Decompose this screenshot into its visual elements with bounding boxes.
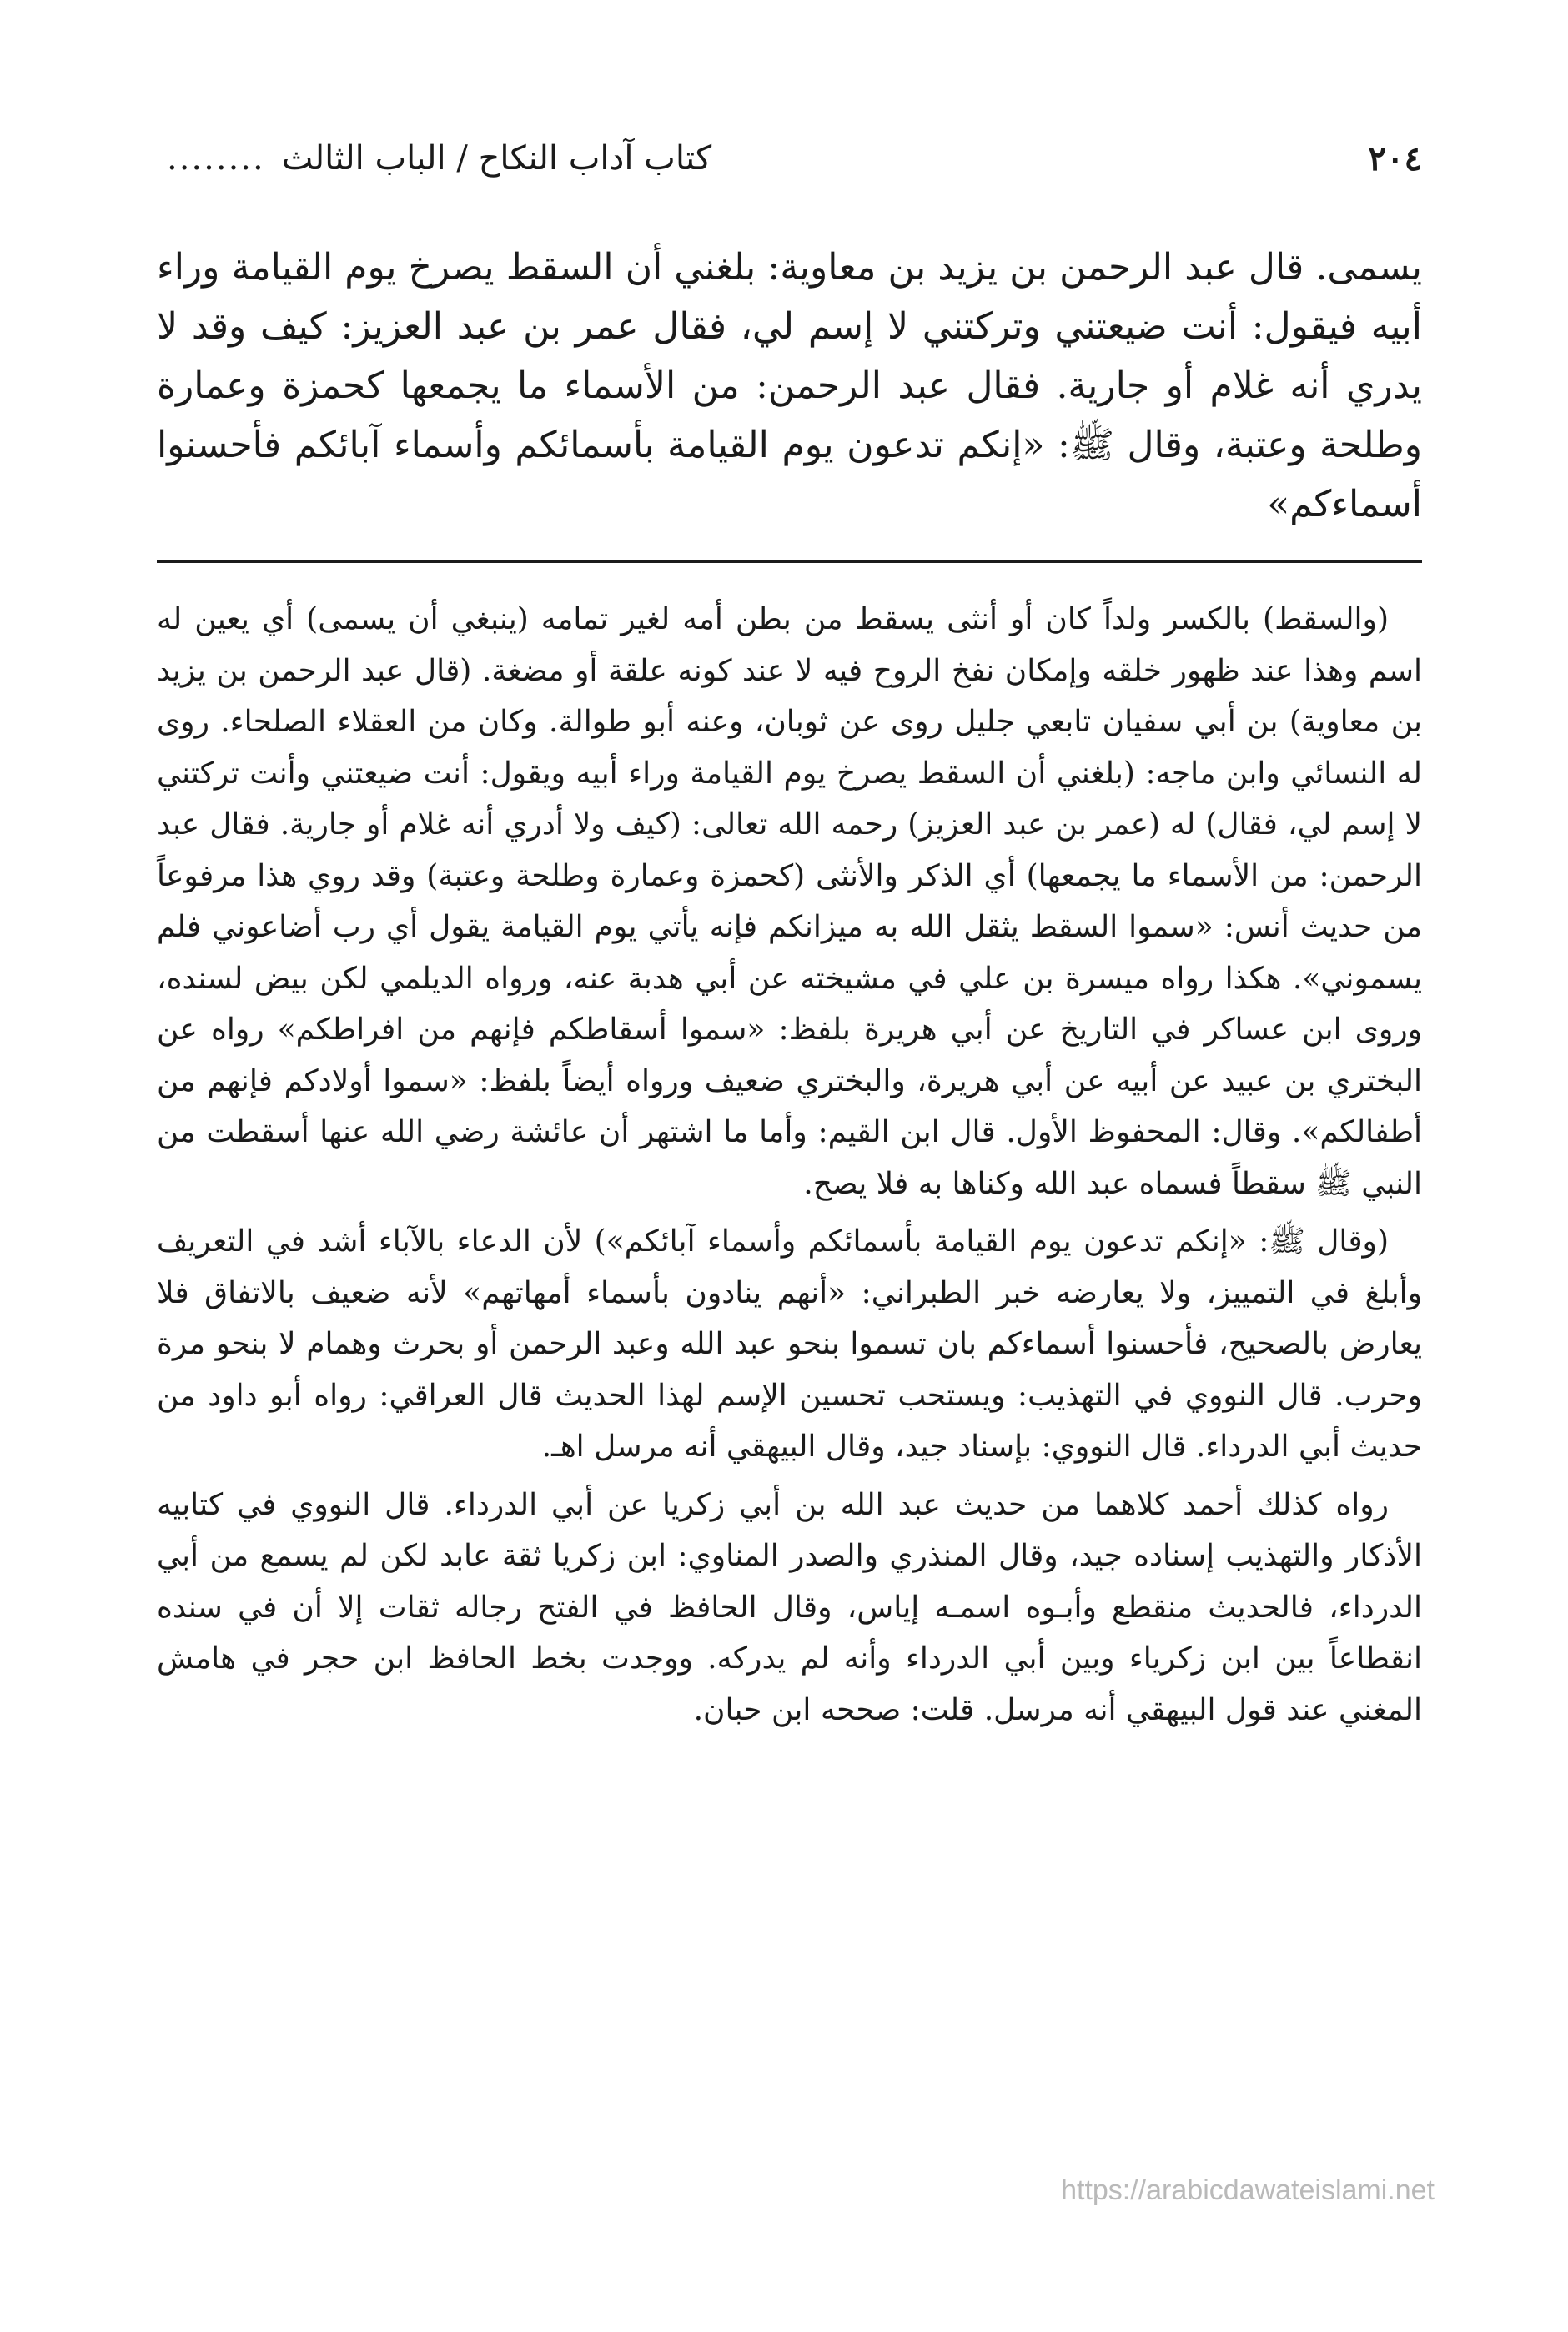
main-text-block <box>157 238 1422 534</box>
page-number: ٢٠٤ <box>1368 138 1422 178</box>
commentary-block <box>157 594 1422 1742</box>
running-title: كتاب آداب النكاح / الباب الثالث <box>281 139 712 178</box>
watermark-url: https://arabicdawateislami.net <box>1061 2174 1435 2206</box>
main-text-paragraph: يسمى. قال عبد الرحمن بن يزيد بن معاوية: بلغني أن السقط يصرخ يوم القيامة وراء أبيه فيقول: أنت ضيعتني وتركتني لا إسم لي، فقال عمر بن عبد العزيز: كيف وقد لا يدري أنه غلام أو جارية. فقال عبد الرحمن: من الأسماء ما يجمعها كحمزة وعمارة وطلحة وعتبة، وقال ﷺ: «إنكم تدعون يوم القيامة بأسمائكم وأسماء آبائكم فأحسنوا أسماءكم» <box>157 246 1422 525</box>
commentary-paragraph-2: (وقال ﷺ: «إنكم تدعون يوم القيامة بأسمائكم وأسماء آبائكم») لأن الدعاء بالآباء أشد في التعريف وأبلغ في التمييز، ولا يعارضه خبر الطبراني: «أنهم ينادون بأسماء أمهاتهم» لأنه ضعيف بالاتفاق فلا يعارض بالصحيح، فأحسنوا أسماءكم بان تسموا بنحو عبد الله وعبد الرحمن أو بحرث وهمام لا بنحو مرة وحرب. قال النووي في التهذيب: ويستحب تحسين الإسم لهذا الحديث قال العراقي: رواه أبو داود من حديث أبي الدرداء. قال النووي: بإسناد جيد، وقال البيهقي أنه مرسل اهـ. <box>157 1224 1422 1464</box>
page-header <box>167 125 1422 192</box>
commentary-paragraph-3: رواه كذلك أحمد كلاهما من حديث عبد الله بن أبي زكريا عن أبي الدرداء. قال النووي في كتابيه الأذكار والتهذيب إسناده جيد، وقال المنذري والصدر المناوي: ابن زكريا ثقة عابد لكن لم يسمع من أبي الدرداء، فالحديث منقطع وأبـوه اسمـه إياس، وقال الحافظ في الفتح رجاله ثقات إلا أن في سنده انقطاعاً بين ابن زكرياء وبين أبي الدرداء وأنه لم يدركه. ووجدت بخط الحافظ ابن حجر في هامش المغني عند قول البيهقي أنه مرسل. قلت: صححه ابن حبان. <box>157 1487 1422 1727</box>
commentary-paragraph-1: (والسقط) بالكسر ولداً كان أو أنثى يسقط من بطن أمه لغير تمامه (ينبغي أن يسمى) أي يعين له اسم وهذا عند ظهور خلقه وإمكان نفخ الروح فيه لا عند كونه علقة أو مضغة. (قال عبد الرحمن بن يزيد بن معاوية) بن أبي سفيان تابعي جليل روى عن ثوبان، وعنه أبو طوالة. وكان من العقلاء الصلحاء. روى له النسائي وابن ماجه: (بلغني أن السقط يصرخ يوم القيامة وراء أبيه ويقول: أنت ضيعتني وأنت تركتني لا إسم لي، فقال) له (عمر بن عبد العزيز) رحمه الله تعالى: (كيف ولا أدري أنه غلام أو جارية. فقال عبد الرحمن: من الأسماء ما يجمعها) أي الذكر والأنثى (كحمزة وعمارة وطلحة وعتبة) وقد روي هذا مرفوعاً من حديث أنس: «سموا السقط يثقل الله به ميزانكم فإنه يأتي يوم القيامة يقول أي رب أضاعوني فلم يسموني». هكذا رواه ميسرة بن علي في مشيخته عن أبي هدبة عنه، ورواه الديلمي لكن بيض لسنده، وروى ابن عساكر في التاريخ عن أبي هريرة بلفظ: «سموا أسقاطكم فإنهم من افراطكم» رواه عن البختري بن عبيد عن أبيه عن أبي هريرة، والبختري ضعيف ورواه أيضاً بلفظ: «سموا أولادكم فإنهم من أطفالكم». وقال: المحفوظ الأول. قال ابن القيم: وأما ما اشتهر أن عائشة رضي الله عنها أسقطت من النبي ﷺ سقطاً فسماه عبد الله وكناها به فلا يصح. <box>157 602 1423 1201</box>
title-leader-dots: ........ <box>167 139 265 178</box>
commentary-divider <box>157 560 1422 563</box>
